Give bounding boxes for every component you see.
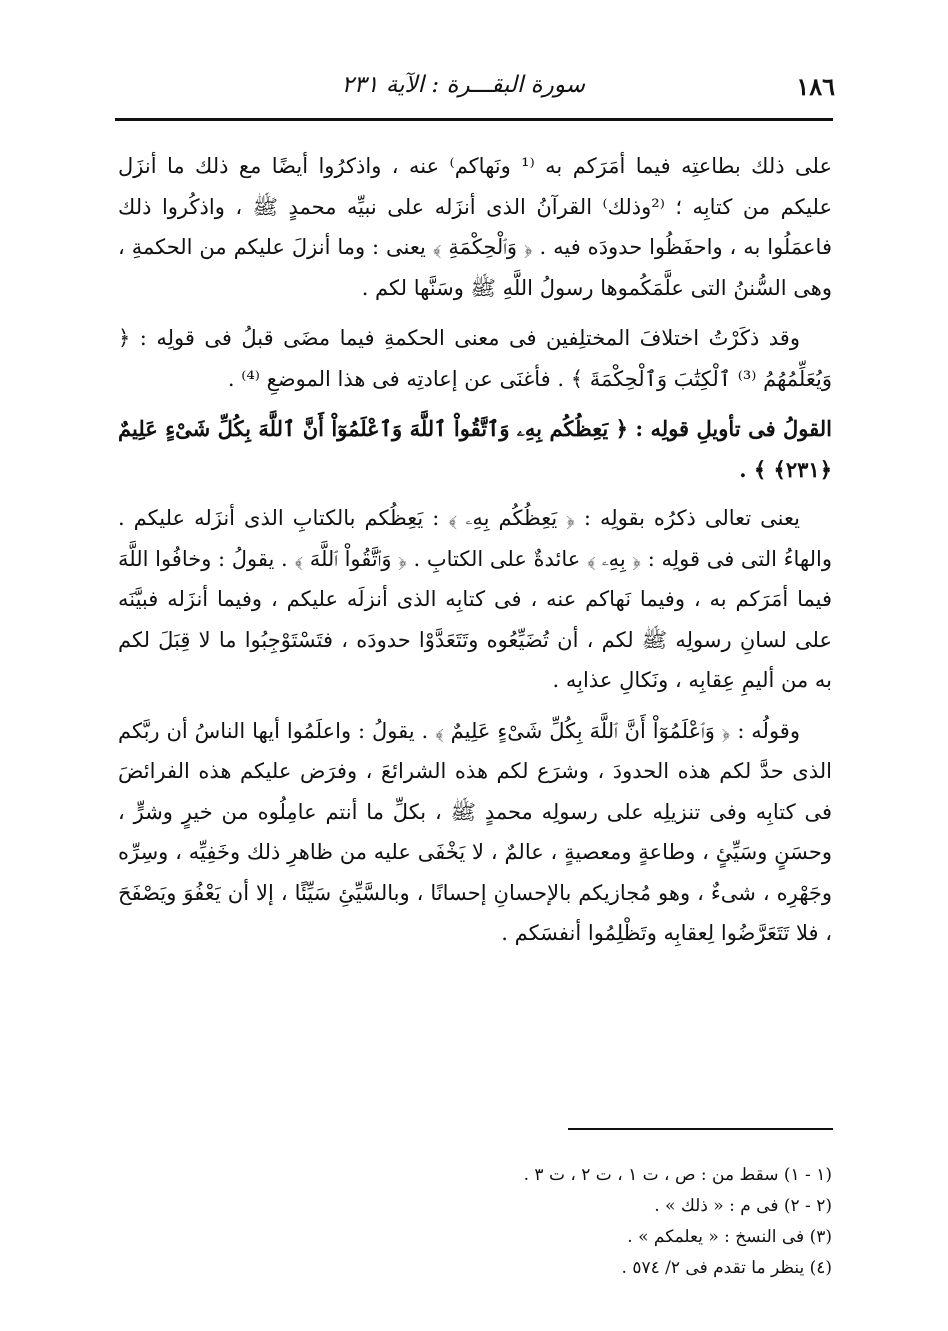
paragraph-2: وقد ذكَرْتُ اختلافَ المختلِفين فى معنى الحكمةِ فيما مضَى قبلُ فى قولِه : ﴿ وَيُعَلِّمُهُمُ ⁽³⁾ ٱلْكِتَٰبَ وَٱلْحِكْمَةَ ﴾ . فأغنَى عن إعادتِه فى هذا الموضعِ ⁽⁴⁾ . xyxy=(118,326,832,391)
footnote-3: (٣) فى النسخ : « يعلمكم » . xyxy=(627,1227,832,1247)
footnote-rule xyxy=(568,1128,833,1130)
page-number: ١٨٦ xyxy=(796,72,835,101)
paragraph-4: وقولُه : ﴿ وَٱعْلَمُوٓاْ أَنَّ ٱللَّهَ بِكُلِّ شَىْءٍ عَلِيمٌ ﴾ . يقولُ : واعلَمُوا أيها الناسُ أن ربَّكم الذى حدَّ لكم هذه الحدودَ ، وشرَع لكم هذه الشرائعَ ، وفرَض عليكم هذه الفرائضَ فى كتابِه وفى تنزيلِه على رسولِه محمدٍ ﷺ ، بكلِّ ما أنتم عامِلُوه من خيرٍ وشرٍّ ، وحسَنٍ وسَيِّئٍ ، وطاعةٍ ومعصيةٍ ، عالمٌ ، لا يَخْفَى عليه من ظاهرِ ذلك وخَفِيِّه ، وسِرِّه وجَهْرِه ، شىءٌ ، وهو مُجازيكم بالإحسانِ إحسانًا ، وبالسَّيِّئِ سَيِّئًا ، إلا أن يَعْفُوَ ويَصْفَحَ ، فلا تَتَعَرَّضُوا لِعقابِه وتَظْلِمُوا أنفسَكم . xyxy=(118,718,832,945)
section-heading: القولُ فى تأويلِ قولِه : ﴿ يَعِظُكُم بِهِۦ وَٱتَّقُواْ ٱللَّهَ وَٱعْلَمُوٓاْ أَنَّ ٱللَّهَ بِكُلِّ شَىْءٍ عَلِيمٌ ﴿٢٣١﴾ ﴾ . xyxy=(118,416,832,482)
footnotes xyxy=(300,1160,832,1284)
running-header xyxy=(115,70,835,110)
paragraph-1: على ذلك بطاعتِه فيما أمَرَكم به ⁽¹ ونَهاكم⁾ عنه ، واذكرُوا أيضًا مع ذلك ما أنزَل عليكم من كتابِه ؛ ⁽²وذلك⁾ القرآنُ الذى أنزَله على نبيِّه محمدٍ ﷺ ، واذكُروا ذلك فاعمَلُوا به ، واحفَظُوا حدودَه فيه . ﴿ وَٱلْحِكْمَةِ ﴾ يعنى : وما أنزلَ عليكم من الحكمةِ ، وهى السُّننُ التى علَّمَكُموها رسولُ اللَّهِ ﷺ وسَنَّها لكم . xyxy=(118,154,833,300)
main-text xyxy=(118,146,832,964)
footnote-4: (٤) ينظر ما تقدم فى ٢/ ٥٧٤ . xyxy=(621,1258,832,1278)
footnote-1: (١ - ١) سقط من : ص ، ت ١ ، ت ٢ ، ت ٣ . xyxy=(523,1165,832,1185)
header-rule xyxy=(115,118,833,121)
paragraph-3: يعنى تعالى ذكرُه بقولِه : ﴿ يَعِظُكُم بِهِۦ ﴾ : يَعِظُكم بالكتابِ الذى أنزَله عليكم . والهاءُ التى فى قولِه : ﴿ بِهِۦ ﴾ عائدةٌ على الكتابِ . ﴿ وَٱتَّقُواْ ٱللَّهَ ﴾ . يقولُ : وخافُوا اللَّهَ فيما أمَرَكم به ، وفيما نَهاكم عنه ، فى كتابِه الذى أنزلَه عليكم ، وفيما أنزَله فبيَّنَه على لسانِ رسولِه ﷺ لكم ، أن تُضَيِّعُوه وتَتَعَدَّوْا حدودَه ، فتَسْتَوْجِبُوا ما لا قِبَلَ لكم به من أليمِ عِقابِه ، ونَكالِ عذابِه . xyxy=(118,506,832,692)
footnote-2: (٢ - ٢) فى م : « ذلك » . xyxy=(654,1196,832,1216)
surah-title: سورة البقـــرة : الآية ٢٣١ xyxy=(341,72,585,98)
